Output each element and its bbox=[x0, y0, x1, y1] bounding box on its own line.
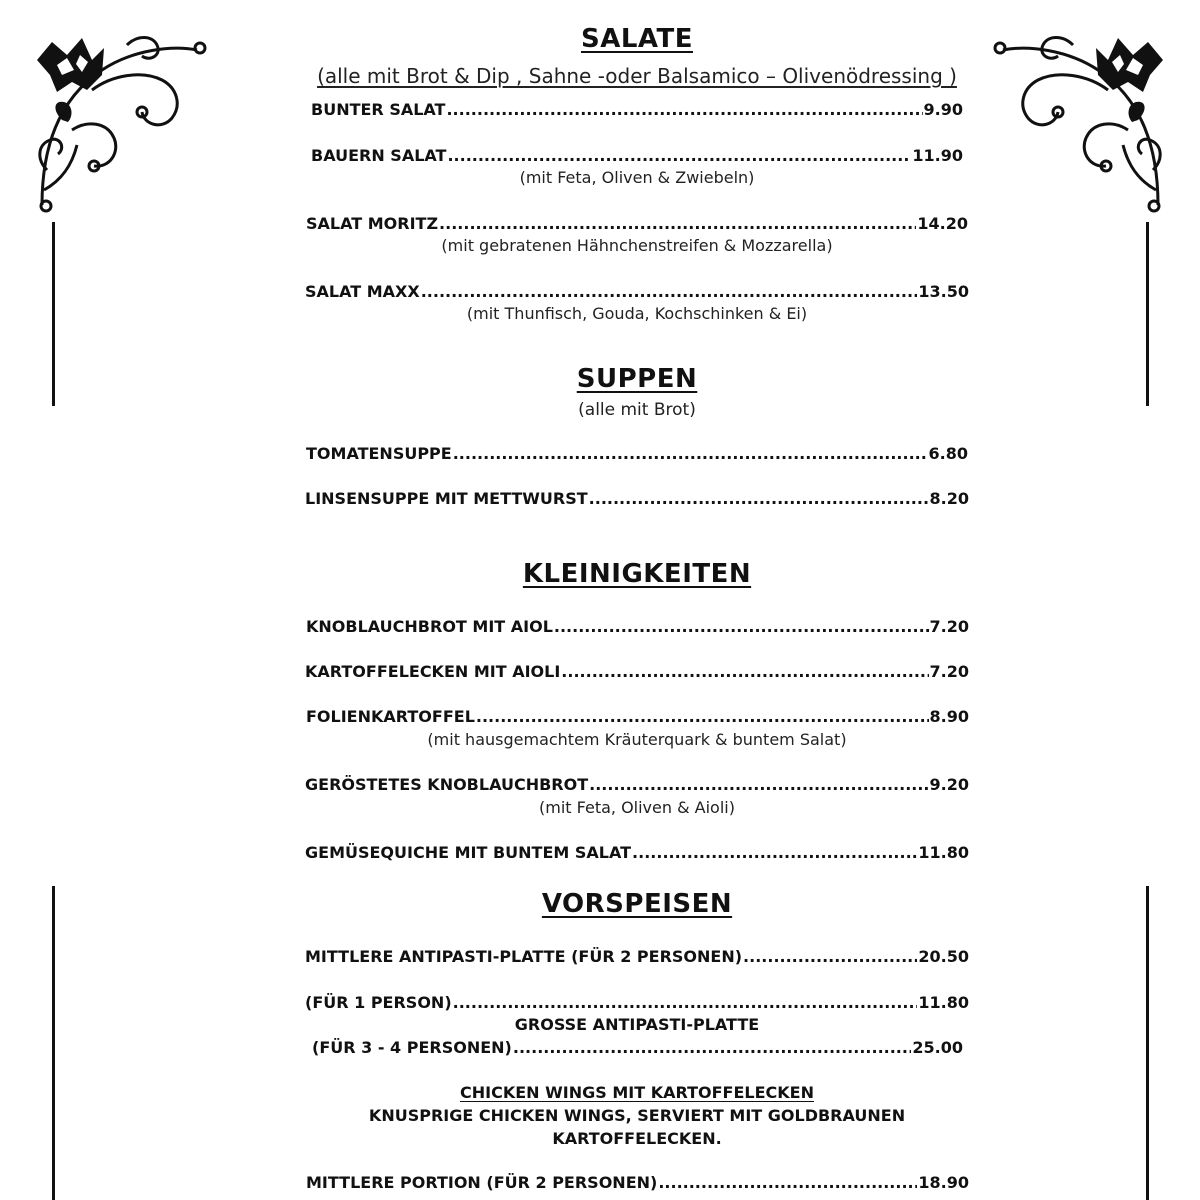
menu-item-name: KNOBLAUCHBROT MIT AIOL bbox=[306, 617, 553, 636]
menu-item-description: (mit Feta, Oliven & Aioli) bbox=[539, 798, 735, 817]
menu-item-price: 11.90 bbox=[912, 146, 963, 165]
section-title-kleinigkeiten: KLEINIGKEITEN bbox=[522, 559, 752, 589]
menu-item-price: 7.20 bbox=[929, 617, 969, 636]
menu-item-salat-maxx bbox=[305, 282, 969, 304]
menu-item-name: GEMÜSEQUICHE MIT BUNTEM SALAT bbox=[305, 843, 632, 862]
menu-item-price: 8.90 bbox=[929, 707, 969, 726]
menu-item-wings-title: CHICKEN WINGS MIT KARTOFFELECKEN bbox=[460, 1083, 814, 1102]
menu-item-name: BAUERN SALAT bbox=[311, 146, 447, 165]
menu-item-kartoffelecken bbox=[305, 662, 969, 684]
menu-item-bauern-salat bbox=[311, 146, 963, 168]
menu-item-name: (FÜR 1 PERSON) bbox=[305, 993, 452, 1012]
menu-item-name: SALAT MAXX bbox=[305, 282, 420, 301]
menu-item-description: (mit hausgemachtem Kräuterquark & buntem Salat) bbox=[427, 730, 847, 749]
menu-item-gemuesequiche bbox=[305, 843, 969, 865]
menu-item-antipasti-klein bbox=[305, 993, 969, 1015]
section-title-suppen: SUPPEN bbox=[576, 364, 698, 394]
menu-item-geroestetes-knoblauchbrot bbox=[305, 775, 969, 797]
corner-ornament-right-icon bbox=[988, 30, 1168, 215]
menu-item-name: GERÖSTETES KNOBLAUCHBROT bbox=[305, 775, 589, 794]
menu-item-wings-description-line2: KARTOFFELECKEN. bbox=[552, 1129, 722, 1148]
menu-item-salat-moritz bbox=[306, 214, 968, 236]
menu-item-price: 13.50 bbox=[918, 282, 969, 301]
menu-item-price: 18.90 bbox=[918, 1173, 969, 1192]
menu-item-price: 9.20 bbox=[929, 775, 969, 794]
border-line-left-bottom bbox=[52, 886, 55, 1200]
menu-item-name: BUNTER SALAT bbox=[311, 100, 446, 119]
menu-item-wings-mittel bbox=[306, 1173, 969, 1195]
menu-item-name: KARTOFFELECKEN MIT AIOLI bbox=[305, 662, 561, 681]
section-subtitle-suppen: (alle mit Brot) bbox=[578, 400, 696, 420]
menu-item-folienkartoffel bbox=[306, 707, 969, 729]
menu-item-price: 7.20 bbox=[929, 662, 969, 681]
menu-item-name: TOMATENSUPPE bbox=[306, 444, 452, 463]
menu-item-description: (mit Thunfisch, Gouda, Kochschinken & Ei) bbox=[466, 304, 808, 323]
corner-ornament-left-icon bbox=[32, 30, 212, 215]
menu-item-price: 20.50 bbox=[918, 947, 969, 966]
menu-item-name: MITTLERE ANTIPASTI-PLATTE (FÜR 2 PERSONEN) bbox=[305, 947, 743, 966]
section-title-salate: SALATE bbox=[580, 24, 693, 54]
menu-item-antipasti-gross bbox=[312, 1038, 963, 1060]
menu-item-tomatensuppe bbox=[306, 444, 968, 466]
menu-item-name: SALAT MORITZ bbox=[306, 214, 439, 233]
menu-item-price: 25.00 bbox=[912, 1038, 963, 1057]
menu-item-price: 8.20 bbox=[929, 489, 969, 508]
menu-item-price: 9.90 bbox=[923, 100, 963, 119]
section-subtitle-salate: (alle mit Brot & Dip , Sahne -oder Balsamico – Olivenödressing ) bbox=[317, 64, 957, 88]
menu-item-knoblauchbrot bbox=[306, 617, 969, 639]
menu-item-price: 11.80 bbox=[918, 993, 969, 1012]
menu-item-price: 6.80 bbox=[928, 444, 968, 463]
menu-item-price: 11.80 bbox=[918, 843, 969, 862]
menu-item-antipasti-mittel bbox=[305, 947, 969, 969]
menu-item-bunter-salat bbox=[311, 100, 963, 122]
menu-item-linsensuppe bbox=[305, 489, 969, 511]
border-line-right-bottom bbox=[1146, 886, 1149, 1200]
menu-item-name: (FÜR 3 - 4 PERSONEN) bbox=[312, 1038, 512, 1057]
menu-item-name: MITTLERE PORTION (FÜR 2 PERSONEN) bbox=[306, 1173, 658, 1192]
menu-item-name: FOLIENKARTOFFEL bbox=[306, 707, 475, 726]
section-title-vorspeisen: VORSPEISEN bbox=[541, 889, 733, 919]
menu-item-name: LINSENSUPPE MIT METTWURST bbox=[305, 489, 588, 508]
menu-item-description: (mit Feta, Oliven & Zwiebeln) bbox=[519, 168, 755, 187]
menu-item-price: 14.20 bbox=[917, 214, 968, 233]
menu-item-wings-description-line1: KNUSPRIGE CHICKEN WINGS, SERVIERT MIT GOLDBRAUNEN bbox=[368, 1106, 906, 1125]
menu-item-antipasti-gross-title: GROSSE ANTIPASTI-PLATTE bbox=[514, 1015, 760, 1034]
menu-item-description: (mit gebratenen Hähnchenstreifen & Mozzarella) bbox=[441, 236, 833, 255]
